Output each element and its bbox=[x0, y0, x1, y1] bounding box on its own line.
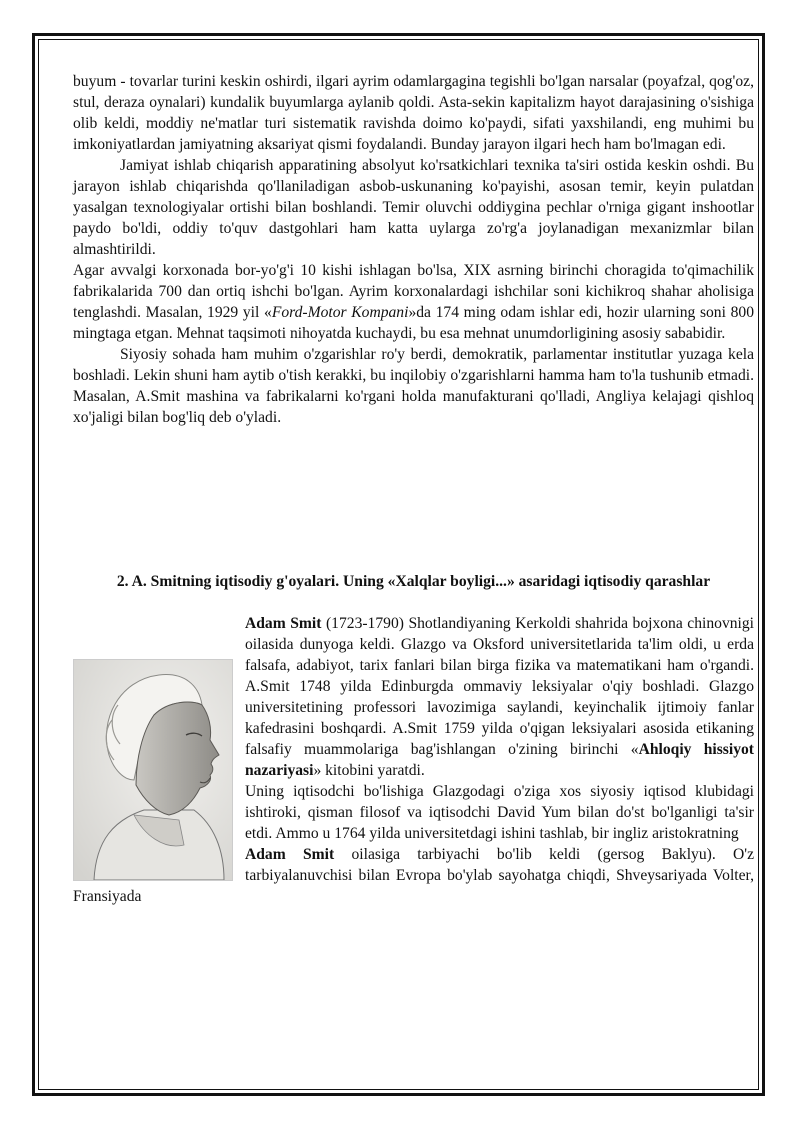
company-name: Ford-Motor Kompani bbox=[271, 304, 409, 321]
adam-smith-portrait-image bbox=[73, 659, 233, 881]
bio-paragraph-2: Uning iqtisodchi bo'lishiga Glazgodagi o'ziga xos siyosiy iqtisod klubidagi ishtiroki, qisman filosof va iqtisodchi David Yum bilan do'st bo'lganligi ta'sir etdi. Ammo u 1764 yilda universitetdagi ishini tashlab, bir ingliz aristokratning bbox=[245, 783, 754, 842]
paragraph-3-text-a: Agar avvalgi korxonada bor-yo'g'i 10 kishi ishlagan bo'lsa, XIX asrning birinchi choragida to'qimachilik fabrikalarida 700 dan ortiq ishchi bo'lgan. Ayrim korxonalardagi ishchilar soni kichikroq shahar aholisiga tenglashdi. Masalan, 1929 yil « bbox=[73, 262, 754, 321]
paragraph-1: buyum - tovarlar turini keskin oshirdi, ilgari ayrim odamlargagina tegishli bo'lgan narsalar (poyafzal, qog'oz, stul, deraza oynalari) kundalik buyumlarga aylanib qoldi. Asta-sekin kapitalizm hayot darajasining o'sishiga olib keldi, moddiy ne'matlar turi sistematik ravishda doimo ko'paydi, sifati yaxshilandi, eng muhimi bu imkoniyatlardan jamiyatning aksariyat qismi foydalandi. Bunday jarayon ilgari hech ham bo'lmagan edi. bbox=[73, 73, 754, 153]
paragraph-3 bbox=[73, 260, 754, 344]
bio-name-1: Adam Smit bbox=[245, 615, 322, 632]
paragraph-3-text-b: »da 174 ming odam ishlar edi, hozir ularning soni 800 mingtaga etgan. Mehnat taqsimoti nihoyatda kuchaydi, bu esa mehnat unumdorligining asosiy sababidir. bbox=[73, 304, 754, 342]
bio-text-1a: (1723-1790) Shotlandiyaning Kerkoldi shahrida bojxona chinovnigi oilasida dunyoga keldi. Glazgo va Oksford universitetlarida ta'lim oldi, u erda falsafa, adabiyot, tarix fanlari bilan birga fizika va matematikani ham o'rgandi. A.Smit 1748 yilda Edinburgda ommaviy leksiyalar o'qiy boshladi. Glazgo universitetining professori lavozimiga saylandi, keyinchalik ijtimoiy fanlar kafedrasini boshqardi. A.Smit 1759 yilda o'qigan leksiyalari asosida etikaning falsafiy muammolariga bag'ishlangan o'zining birinchi « bbox=[245, 615, 755, 758]
paragraph-2: Jamiyat ishlab chiqarish apparatining absolyut ko'rsatkichlari texnika ta'siri ostida keskin oshdi. Bu jarayon ishlab chiqarishda qo'llaniladigan asbob-uskunaning ko'payishi, asosan temir, keyin pulatdan yasalgan texnologiyalar ortishi bilan boshlandi. Temir oluvchi oddiygina pechlar o'rniga gigant inshootlar paydo bo'ldi, oddiy to'quv dastgohlari ham katta uylarga zo'rg'a joylanadigan mexanizmlar bilan almashtirildi. bbox=[73, 157, 754, 258]
biography-block bbox=[73, 613, 754, 907]
bio-text-1b: » kitobini yaratdi. bbox=[313, 762, 425, 779]
bio-text-3: oilasiga tarbiyachi bo'lib keldi (gersog Baklyu). O'z tarbiyalanuvchisi bilan Evropa bo'ylab sayohatga chiqdi, Shveysariyada Volter, Fransiyada bbox=[73, 846, 754, 905]
section-heading: 2. A. Smitning iqtisodiy g'oyalari. Uning «Xalqlar boyligi...» asaridagi iqtisodiy qarashlar bbox=[116, 573, 711, 590]
blank-space bbox=[73, 428, 754, 571]
bio-name-2: Adam Smit bbox=[245, 846, 335, 863]
page-content bbox=[73, 71, 754, 907]
paragraph-4: Siyosiy sohada ham muhim o'zgarishlar ro'y berdi, demokratik, parlamentar institutlar yuzaga kela boshladi. Lekin shuni ham aytib o'tish kerakki, bu inqilobiy o'zgarishlarni hamma ham to'la tushunib etmadi. Masalan, A.Smit mashina va fabrikalarni ko'rgani holda manufakturani qo'lladi, Angliya kelajagi qishloq xo'jaligi bilan bog'liq deb o'yladi. bbox=[73, 346, 754, 426]
book-title: Ahloqiy hissiyot nazariyasi bbox=[245, 741, 754, 779]
